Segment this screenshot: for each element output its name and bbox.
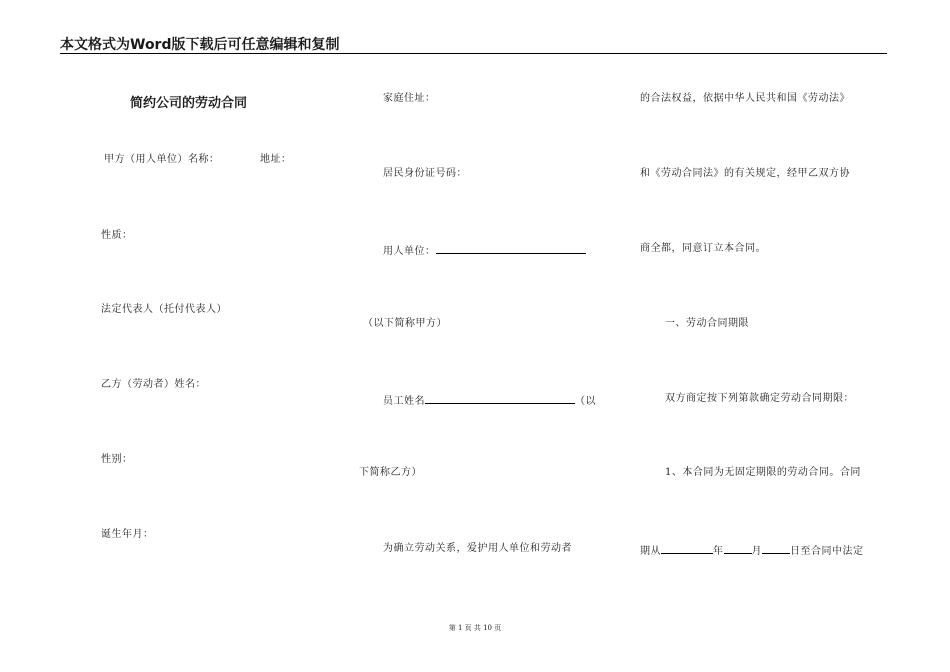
party-a-abbreviation: （以下简称甲方） <box>363 318 447 329</box>
employee-name-suffix: （以 <box>575 396 596 407</box>
month-label: 月 <box>751 546 762 557</box>
header-divider <box>60 53 887 54</box>
document-title: 简约公司的劳动合同 <box>130 96 248 111</box>
section-1-title: 一、劳动合同期限 <box>665 318 749 329</box>
employee-name-blank <box>425 392 575 404</box>
address-label: 地址： <box>260 154 292 165</box>
id-number-label: 居民身份证号码： <box>383 168 467 179</box>
party-b-abbreviation: 下简称乙方） <box>359 467 422 478</box>
day-blank <box>762 542 790 554</box>
section-1-item-1: 1、本合同为无固定期限的劳动合同。合同 <box>665 467 861 478</box>
employer-label: 用人单位： <box>383 246 436 257</box>
employee-name-line <box>383 392 596 409</box>
employee-name-label: 员工姓名 <box>383 396 425 407</box>
page-footer: 第 1 页 共 10 页 <box>448 624 502 632</box>
period-suffix: 日至合同中法定 <box>790 546 864 557</box>
gender-label: 性别： <box>101 454 133 465</box>
party-a-name-label: 甲方（用人单位）名称： <box>104 154 220 165</box>
month-blank <box>724 542 752 554</box>
party-b-name-label: 乙方（劳动者）姓名： <box>101 379 206 390</box>
legal-basis-line-3: 商全都，同意订立本合同。 <box>640 243 766 254</box>
period-prefix: 期从 <box>640 546 661 557</box>
nature-label: 性质： <box>101 230 133 241</box>
year-label: 年 <box>713 546 724 557</box>
legal-basis-line-2: 和《劳动合同法》的有关规定，经甲乙双方协 <box>640 168 850 179</box>
legal-representative-label: 法定代表人（托付代表人） <box>101 304 227 315</box>
employer-blank <box>436 242 586 254</box>
section-1-intro: 双方商定按下列第款确定劳动合同期限： <box>665 393 854 404</box>
purpose-text: 为确立劳动关系，爱护用人单位和劳动者 <box>383 543 572 554</box>
birth-date-label: 诞生年月： <box>101 529 154 540</box>
year-blank <box>661 542 713 554</box>
legal-basis-line-1: 的合法权益，依据中华人民共和国《劳动法》 <box>640 93 850 104</box>
home-address-label: 家庭住址： <box>383 93 436 104</box>
header-title: 本文格式为Word版下载后可任意编辑和复制 <box>60 37 340 53</box>
contract-period-line <box>640 542 864 559</box>
employer-line <box>383 242 586 259</box>
